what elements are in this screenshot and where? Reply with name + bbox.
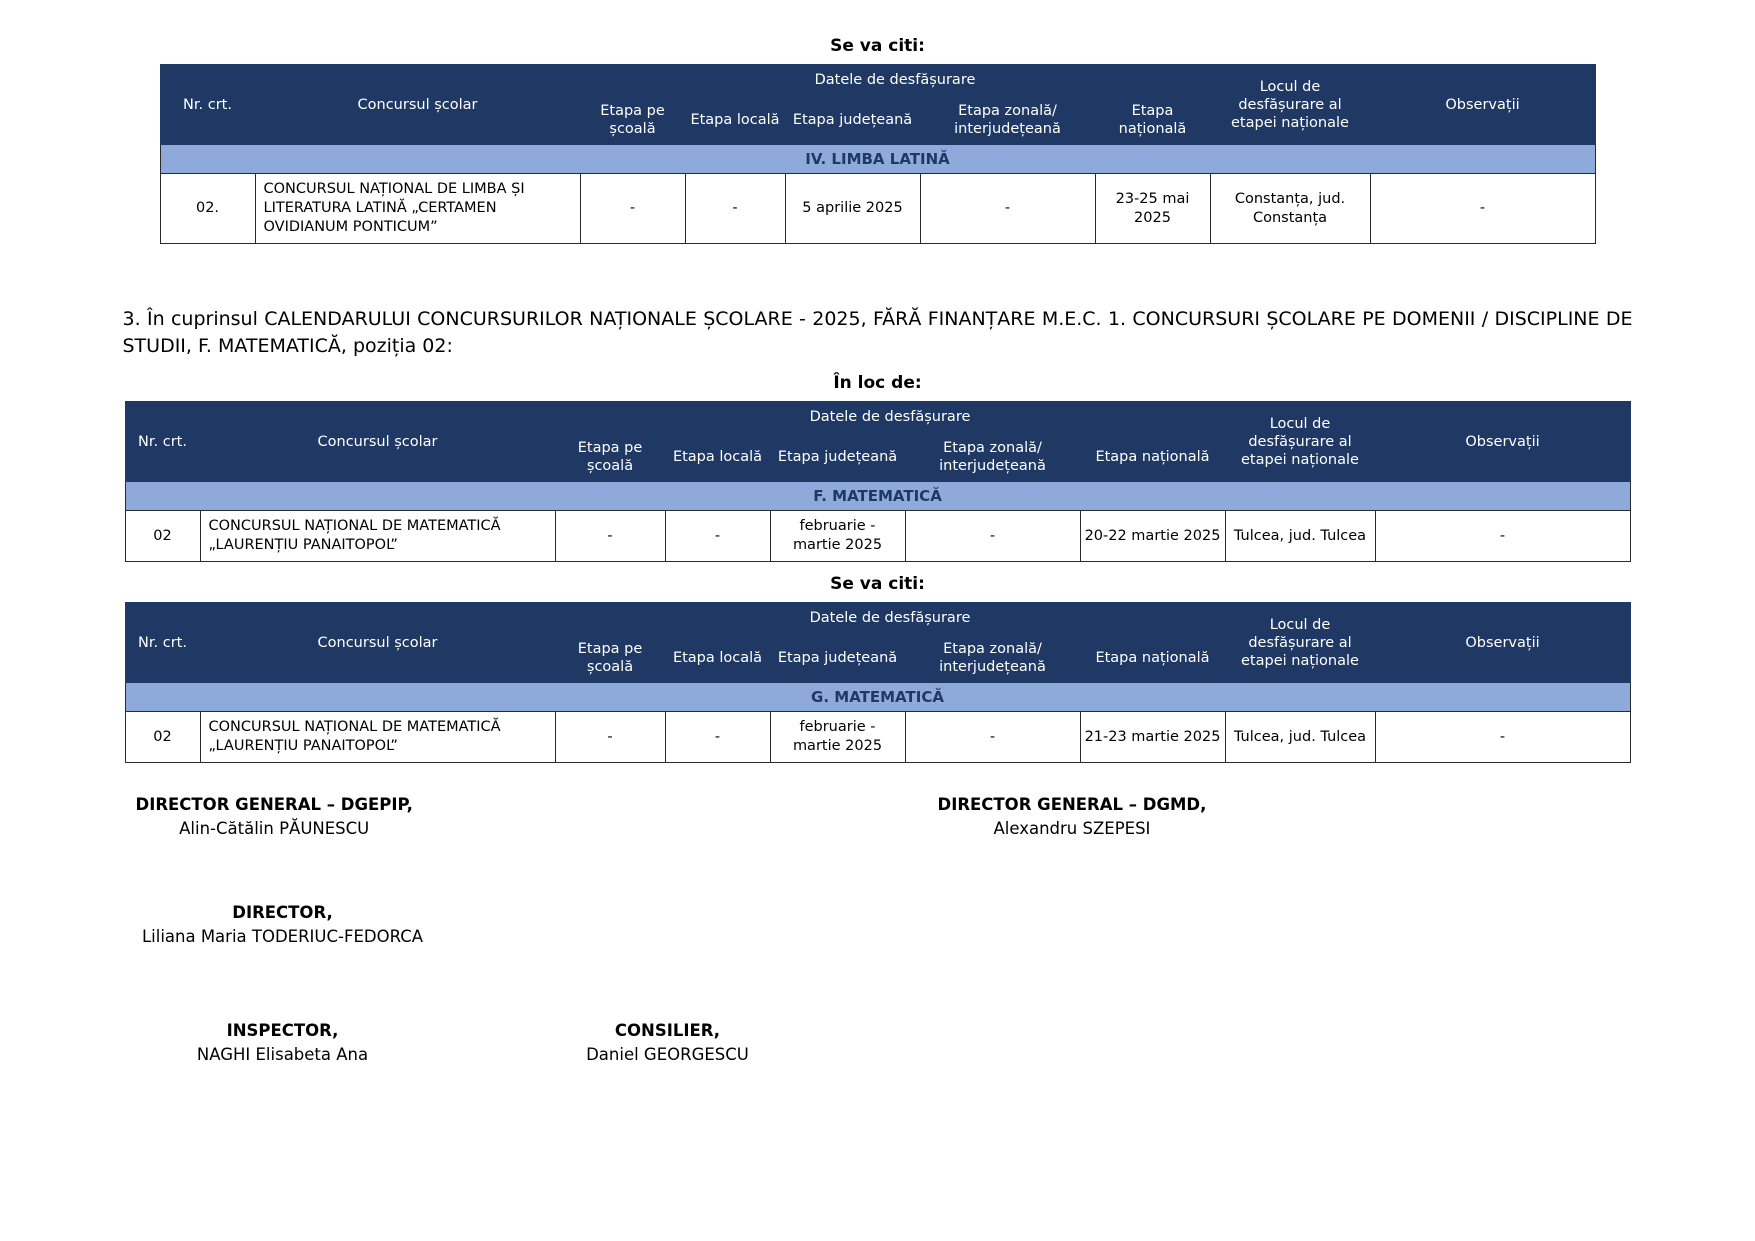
calendar-table-1 (160, 64, 1596, 244)
table-1-header-row-1 (160, 65, 1595, 96)
signature-consilier-name: Daniel GEORGESCU (586, 1045, 749, 1065)
cell-etapa-nationala: 23-25 mai 2025 (1095, 174, 1210, 244)
th-nr-crt: Nr. crt. (125, 402, 200, 482)
th-observatii: Observații (1370, 65, 1595, 145)
th-etapa-judeteana: Etapa județeană (785, 96, 920, 145)
cell-etapa-nationala: 20-22 martie 2025 (1080, 511, 1225, 562)
top-spacer (0, 0, 1755, 36)
spacer (0, 961, 1755, 1019)
cell-etapa-zonala: - (905, 511, 1080, 562)
th-etapa-zonala: Etapa zonală/ interjudețeană (905, 634, 1080, 683)
cell-concurs: CONCURSUL NAȚIONAL DE MATEMATICĂ „LAURENȚIU PANAITOPOL” (200, 712, 555, 763)
cell-observatii: - (1375, 511, 1630, 562)
th-etapa-zonala: Etapa zonală/ interjudețeană (905, 433, 1080, 482)
signature-inspector (118, 1019, 448, 1067)
th-etapa-scoala: Etapa pe școală (580, 96, 685, 145)
cell-etapa-locala: - (665, 712, 770, 763)
th-concurs: Concursul școlar (200, 603, 555, 683)
signature-block-1 (118, 793, 1638, 853)
cell-locul: Tulcea, jud. Tulcea (1225, 511, 1375, 562)
signature-inspector-name: NAGHI Elisabeta Ana (196, 1045, 369, 1065)
section-label-limba-latina: IV. LIMBA LATINĂ (160, 145, 1595, 174)
th-datele-desfasurare: Datele de desfășurare (580, 65, 1210, 96)
cell-etapa-locala: - (685, 174, 785, 244)
table-row (160, 174, 1595, 244)
cell-etapa-nationala: 21-23 martie 2025 (1080, 712, 1225, 763)
th-etapa-locala: Etapa locală (665, 634, 770, 683)
cell-etapa-judeteana: februarie - martie 2025 (770, 511, 905, 562)
table-2-header-row-1 (125, 402, 1630, 433)
signature-director-title: DIRECTOR, (232, 903, 333, 923)
cell-concurs: CONCURSUL NAȚIONAL DE LIMBA ȘI LITERATURA LATINĂ „CERTAMEN OVIDIANUM PONTICUM” (255, 174, 580, 244)
th-observatii: Observații (1375, 603, 1630, 683)
cell-nr: 02 (125, 511, 200, 562)
th-etapa-scoala: Etapa pe școală (555, 634, 665, 683)
cell-etapa-scoala: - (555, 712, 665, 763)
signature-director-name: Liliana Maria TODERIUC-FEDORCA (141, 927, 424, 947)
section-label-matematica-g: G. MATEMATICĂ (125, 683, 1630, 712)
cell-concurs: CONCURSUL NAȚIONAL DE MATEMATICĂ „LAURENȚIU PANAITOPOL” (200, 511, 555, 562)
th-datele-desfasurare: Datele de desfășurare (555, 402, 1225, 433)
th-etapa-scoala: Etapa pe școală (555, 433, 665, 482)
signature-dgepip (136, 793, 413, 841)
cell-observatii: - (1370, 174, 1595, 244)
th-locul-desfasurare: Locul de desfășurare al etapei naționale (1225, 603, 1375, 683)
signature-dgmd-name: Alexandru SZEPESI (993, 819, 1151, 839)
cell-etapa-locala: - (665, 511, 770, 562)
signature-consilier-title: CONSILIER, (614, 1021, 721, 1041)
table-row (125, 712, 1630, 763)
th-etapa-nationala: Etapa națională (1080, 634, 1225, 683)
cell-locul: Constanța, jud. Constanța (1210, 174, 1370, 244)
signature-dgmd-title: DIRECTOR GENERAL – DGMD, (937, 795, 1207, 815)
signature-block-2 (118, 901, 1638, 961)
label-in-loc-de: În loc de: (833, 373, 922, 393)
th-observatii: Observații (1375, 402, 1630, 482)
th-nr-crt: Nr. crt. (125, 603, 200, 683)
th-etapa-judeteana: Etapa județeană (770, 433, 905, 482)
label-se-va-citi-1: Se va citi: (830, 36, 925, 56)
table-1-wrapper (0, 64, 1755, 244)
table-row (125, 511, 1630, 562)
th-etapa-locala: Etapa locală (685, 96, 785, 145)
th-locul-desfasurare: Locul de desfășurare al etapei naționale (1210, 65, 1370, 145)
calendar-table-3 (125, 602, 1631, 763)
spacer (0, 56, 1755, 64)
cell-observatii: - (1375, 712, 1630, 763)
th-etapa-locala: Etapa locală (665, 433, 770, 482)
signature-consilier (503, 1019, 833, 1067)
signature-dgepip-title: DIRECTOR GENERAL – DGEPIP, (135, 795, 413, 815)
spacer (0, 244, 1755, 306)
cell-etapa-scoala: - (555, 511, 665, 562)
calendar-table-2 (125, 401, 1631, 562)
th-etapa-nationala: Etapa națională (1095, 96, 1210, 145)
section-label-matematica-f: F. MATEMATICĂ (125, 482, 1630, 511)
th-datele-desfasurare: Datele de desfășurare (555, 603, 1225, 634)
table-1-section-row (160, 145, 1595, 174)
cell-etapa-zonala: - (920, 174, 1095, 244)
table-2-wrapper (0, 401, 1755, 562)
signature-dgepip-name: Alin-Cătălin PĂUNESCU (179, 819, 370, 839)
signature-block-3 (118, 1019, 1638, 1089)
spacer (0, 562, 1755, 574)
th-concurs: Concursul școlar (200, 402, 555, 482)
label-se-va-citi-2: Se va citi: (830, 574, 925, 595)
table-3-header-row-1 (125, 603, 1630, 634)
table-2-section-row (125, 482, 1630, 511)
th-etapa-zonala: Etapa zonală/ interjudețeană (920, 96, 1095, 145)
th-concurs: Concursul școlar (255, 65, 580, 145)
cell-nr: 02 (125, 712, 200, 763)
cell-etapa-zonala: - (905, 712, 1080, 763)
cell-etapa-judeteana: februarie - martie 2025 (770, 712, 905, 763)
spacer (0, 763, 1755, 793)
th-nr-crt: Nr. crt. (160, 65, 255, 145)
cell-nr: 02. (160, 174, 255, 244)
spacer (0, 594, 1755, 602)
th-etapa-judeteana: Etapa județeană (770, 634, 905, 683)
table-3-section-row (125, 683, 1630, 712)
th-locul-desfasurare: Locul de desfășurare al etapei naționale (1225, 402, 1375, 482)
cell-etapa-judeteana: 5 aprilie 2025 (785, 174, 920, 244)
spacer (0, 361, 1755, 373)
th-etapa-nationala: Etapa națională (1080, 433, 1225, 482)
signature-inspector-title: INSPECTOR, (226, 1021, 339, 1041)
spacer (0, 853, 1755, 901)
cell-etapa-scoala: - (580, 174, 685, 244)
signature-director (118, 901, 448, 949)
paragraph-3: 3. În cuprinsul CALENDARULUI CONCURSURILOR NAȚIONALE ȘCOLARE - 2025, FĂRĂ FINANȚARE M.E.C. 1. CONCURSURI ȘCOLARE PE DOMENII / DISCIPLINE DE STUDII, F. MATEMATICĂ, poziția 02: (122, 307, 1633, 358)
spacer (0, 393, 1755, 401)
signature-dgmd (938, 793, 1207, 841)
table-3-wrapper (0, 602, 1755, 763)
cell-locul: Tulcea, jud. Tulcea (1225, 712, 1375, 763)
